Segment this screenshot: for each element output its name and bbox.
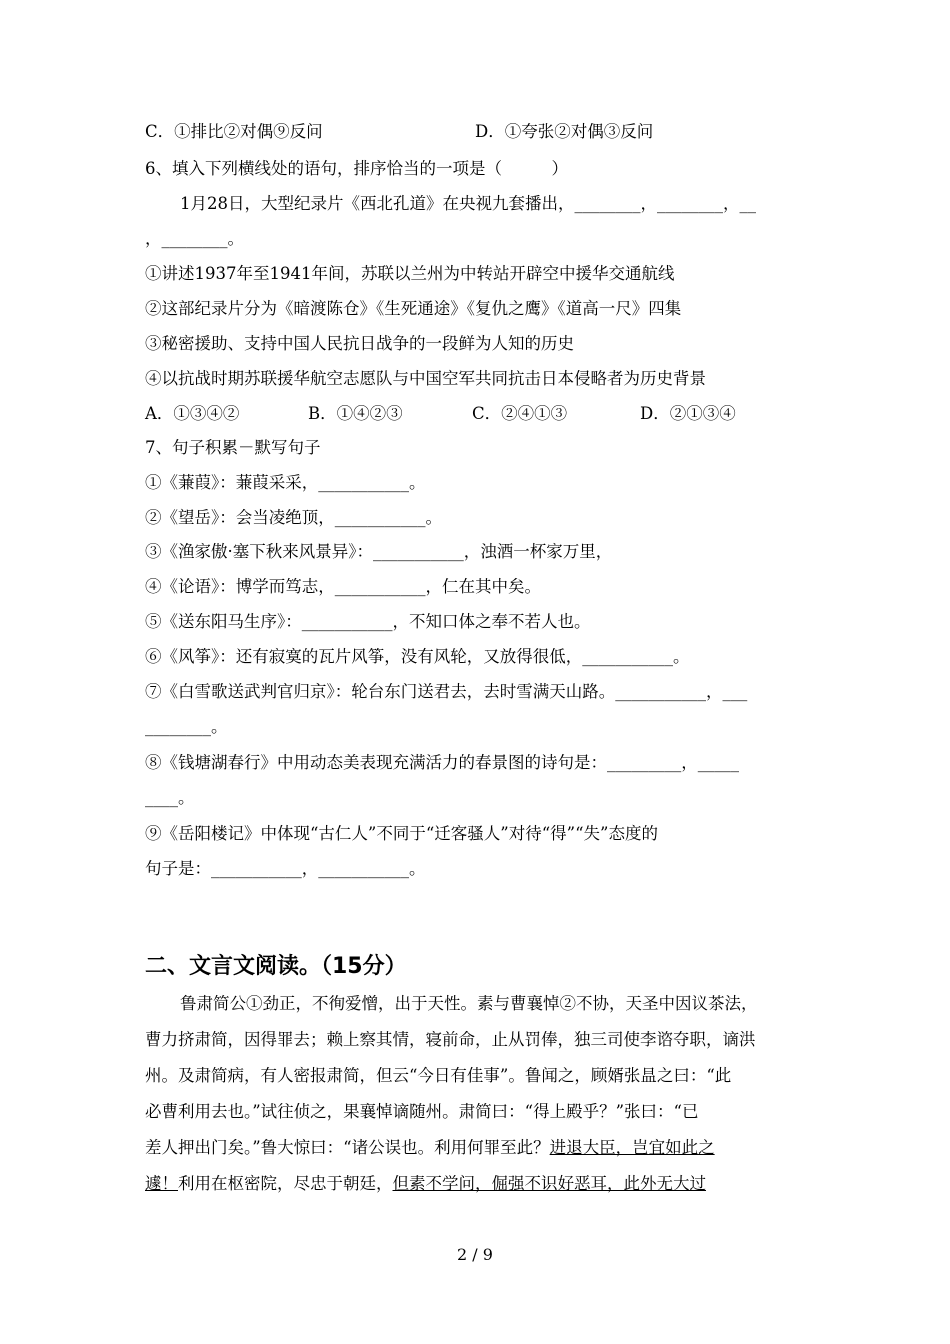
q6-item-3: ③秘密援助、支持中国人民抗日战争的一段鲜为人知的历史 <box>145 334 574 353</box>
q7-line-8-cont: ____。 <box>145 788 195 807</box>
q6-option-c: C．②④①③ <box>472 404 568 423</box>
q7-line-3: ③《渔家傲·塞下秋来风景异》：___________，浊酒一杯家万里， <box>145 542 613 561</box>
passage-line-4: 必曹利用去也。”试往侦之，果襄悼谪随州。肃简曰：“得上殿乎？”张曰：“已 <box>145 1102 699 1121</box>
q7-line-9-cont: 句子是：___________，___________。 <box>145 859 426 878</box>
q6-intro-line1: 1月28日，大型纪录片《西北孔道》在央视九套播出，________，________，__ <box>180 194 756 213</box>
page-number: 2 / 9 <box>457 1245 493 1264</box>
passage-line-1: 鲁肃简公①劲正，不徇爱憎，出于天性。素与曹襄悼②不协，天圣中因议茶法， <box>180 994 758 1013</box>
q6-option-d: D．②①③④ <box>640 404 736 423</box>
q7-line-9: ⑨《岳阳楼记》中体现“古仁人”不同于“迁客骚人”对待“得”“失”态度的 <box>145 824 658 843</box>
q7-line-4: ④《论语》：博学而笃志，___________，仁在其中矣。 <box>145 577 541 596</box>
underlined-sentence-2: 但素不学问，倔强不识好恶耳，此外无大过 <box>392 1174 706 1193</box>
q7-line-6: ⑥《风筝》：还有寂寞的瓦片风筝，没有风轮，又放得很低，___________。 <box>145 647 690 666</box>
q5-option-d: D．①夸张②对偶③反问 <box>475 122 654 141</box>
passage-line-5-text: 差人押出门矣。”鲁大惊曰：“诸公误也。利用何罪至此？ <box>145 1138 550 1157</box>
passage-line-6-text: 利用在枢密院，尽忠于朝廷， <box>178 1174 393 1193</box>
q7-stem: 7、句子积累－默写句子 <box>145 438 321 457</box>
q7-line-2: ②《望岳》：会当凌绝顶，___________。 <box>145 508 442 527</box>
underlined-sentence-1a: 进退大臣，岂宜如此之 <box>549 1138 715 1157</box>
q6-stem: 6、填入下列横线处的语句，排序恰当的一项是（ ） <box>145 159 568 178</box>
q5-option-c: C．①排比②对偶⑨反问 <box>145 122 323 141</box>
passage-line-3: 州。及肃简病，有人密报肃简，但云“今日有佳事”。鲁闻之，顾婿张昷之曰：“此 <box>145 1066 732 1085</box>
passage-line-5 <box>145 1136 715 1160</box>
q6-item-1: ①讲述1937年至1941年间，苏联以兰州为中转站开辟空中援华交通航线 <box>145 264 675 283</box>
q6-option-b: B．①④②③ <box>308 404 403 423</box>
section-2-heading: 二、文言文阅读。（15分） <box>145 954 407 979</box>
passage-line-2: 曹力挤肃简，因得罪去；赖上察其情，寝前命，止从罚俸，独三司使李谘夺职，谪洪 <box>145 1030 756 1049</box>
q6-intro-line2: ，________。 <box>145 229 244 248</box>
q6-option-a: A．①③④② <box>145 404 240 423</box>
q7-line-7: ⑦《白雪歌送武判官归京》：轮台东门送君去，去时雪满天山路。___________，___ <box>145 682 748 701</box>
underlined-sentence-1b: 遽！ <box>145 1174 178 1193</box>
q7-line-8: ⑧《钱塘湖春行》中用动态美表现充满活力的春景图的诗句是：_________，_____ <box>145 753 739 772</box>
q7-line-1: ①《蒹葭》：蒹葭采采，___________。 <box>145 473 426 492</box>
passage-line-6 <box>145 1172 706 1196</box>
q7-line-5: ⑤《送东阳马生序》：___________，不知口体之奉不若人也。 <box>145 612 591 631</box>
q6-item-2: ②这部纪录片分为《暗渡陈仓》《生死通途》《复仇之鹰》《道高一尺》四集 <box>145 299 682 318</box>
q7-line-7-cont: ________。 <box>145 717 228 736</box>
q6-item-4: ④以抗战时期苏联援华航空志愿队与中国空军共同抗击日本侵略者为历史背景 <box>145 369 706 388</box>
